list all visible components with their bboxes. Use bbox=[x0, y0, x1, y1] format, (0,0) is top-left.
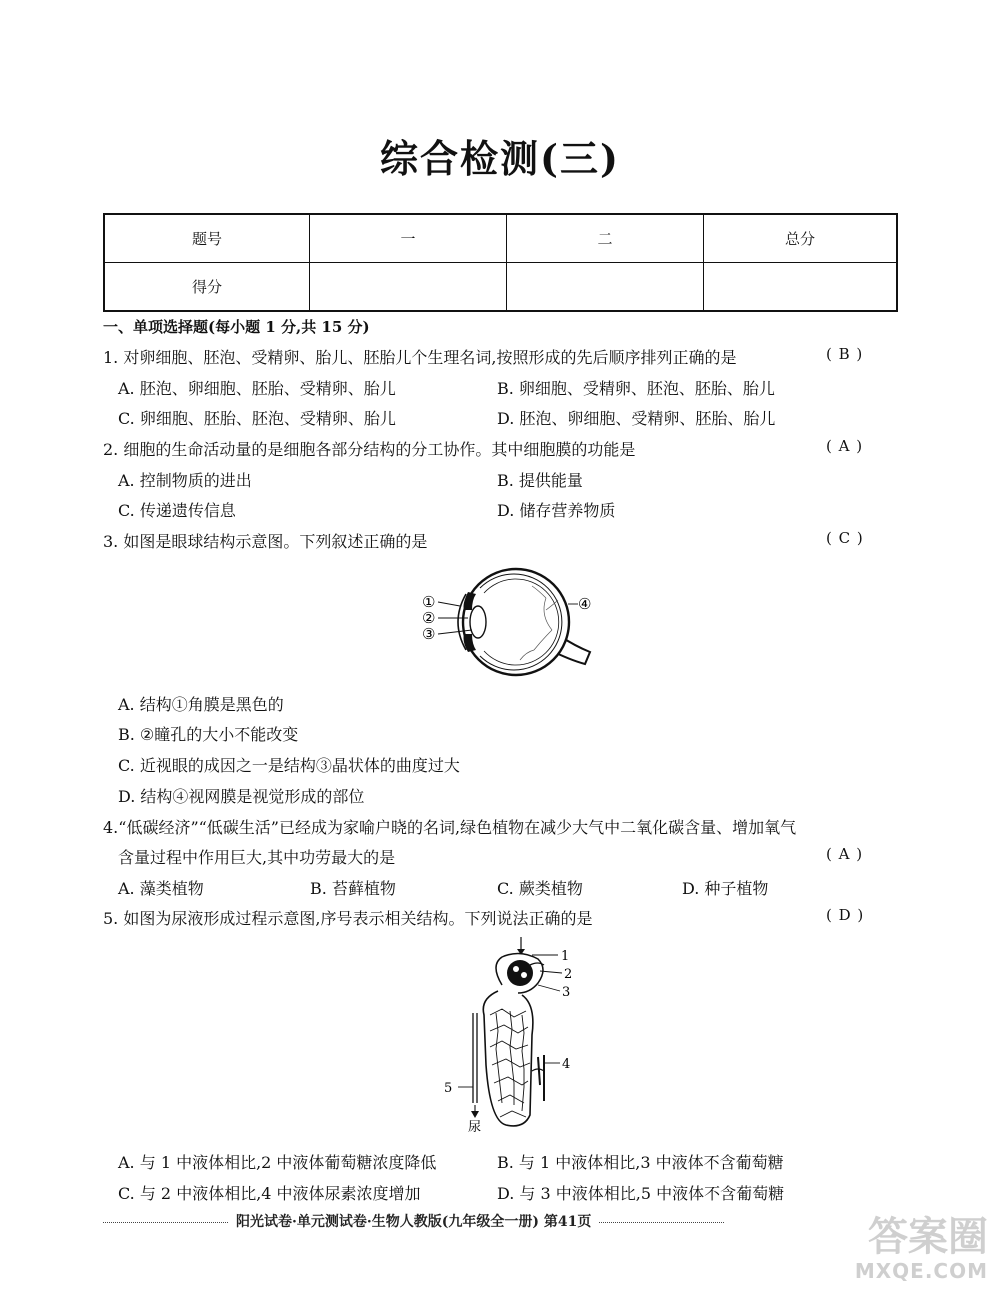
question-3-option-d: D. 结构④视网膜是视觉形成的部位 bbox=[118, 787, 365, 806]
urine-label-2: 2 bbox=[564, 967, 573, 982]
urine-label-1: 1 bbox=[561, 949, 570, 964]
urine-label-5: 5 bbox=[444, 1081, 453, 1096]
question-5-stem: 5. 如图为尿液形成过程示意图,序号表示相关结构。下列说法正确的是 bbox=[103, 909, 593, 928]
question-5-answer: ( D ) bbox=[826, 906, 865, 924]
score-row-label: 得分 bbox=[104, 263, 310, 312]
question-2-option-c: C. 传递遗传信息 bbox=[118, 501, 236, 520]
question-4-option-b: B. 苔藓植物 bbox=[310, 879, 396, 898]
watermark-logo-text: 答案圈 bbox=[868, 1214, 988, 1260]
urine-label: 尿 bbox=[468, 1120, 482, 1135]
urine-label-3: 3 bbox=[562, 985, 571, 1000]
question-1-stem: 1. 对卵细胞、胚泡、受精卵、胎儿、胚胎儿个生理名词,按照形成的先后顺序排列正确的是 bbox=[103, 348, 737, 367]
question-3-answer: ( C ) bbox=[826, 529, 864, 547]
question-2-stem: 2. 细胞的生命活动量的是细胞各部分结构的分工协作。其中细胞膜的功能是 bbox=[103, 440, 636, 459]
score-table bbox=[103, 213, 898, 312]
question-4-stem-line-2: 含量过程中作用巨大,其中功劳最大的是 bbox=[118, 848, 396, 867]
question-1-answer: ( B ) bbox=[826, 345, 864, 363]
footer-text: 阳光试卷·单元测试卷·生物人教版(九年级全一册) 第41页 bbox=[236, 1214, 592, 1230]
urine-label-4: 4 bbox=[562, 1057, 571, 1072]
eye-label-3: ③ bbox=[422, 625, 436, 643]
score-header-cell: 总分 bbox=[704, 214, 898, 263]
question-3-option-b: B. ②瞳孔的大小不能改变 bbox=[118, 725, 299, 744]
question-4-stem-line-1: 4.“低碳经济”“低碳生活”已经成为家喻户晓的名词,绿色植物在减少大气中二氧化碳含量、增加氧气 bbox=[103, 818, 797, 837]
question-4-option-d: D. 种子植物 bbox=[682, 879, 769, 898]
eye-label-2: ② bbox=[422, 609, 436, 627]
question-5-option-c: C. 与 2 中液体相比,4 中液体尿素浓度增加 bbox=[118, 1184, 421, 1203]
question-2-option-d: D. 储存营养物质 bbox=[497, 501, 616, 520]
question-1-option-b: B. 卵细胞、受精卵、胚泡、胚胎、胎儿 bbox=[497, 379, 775, 398]
question-2-answer: ( A ) bbox=[826, 437, 864, 455]
footer-dots-left bbox=[103, 1222, 228, 1223]
question-5-option-a: A. 与 1 中液体相比,2 中液体葡萄糖浓度降低 bbox=[118, 1153, 437, 1172]
question-3-option-c: C. 近视眼的成因之一是结构③晶状体的曲度过大 bbox=[118, 756, 460, 775]
eye-label-4: ④ bbox=[578, 595, 592, 613]
score-input-cell[interactable] bbox=[507, 263, 704, 312]
score-header-cell: 一 bbox=[310, 214, 507, 263]
score-input-cell[interactable] bbox=[704, 263, 898, 312]
question-2-option-b: B. 提供能量 bbox=[497, 471, 583, 490]
question-5-option-b: B. 与 1 中液体相比,3 中液体不含葡萄糖 bbox=[497, 1153, 784, 1172]
urine-formation-diagram bbox=[440, 935, 580, 1135]
score-header-cell: 题号 bbox=[104, 214, 310, 263]
page-title: 综合检测(三) bbox=[380, 136, 620, 181]
section-heading: 一、单项选择题(每小题 1 分,共 15 分) bbox=[103, 318, 370, 336]
footer-dots-right bbox=[599, 1222, 724, 1223]
score-header-cell: 二 bbox=[507, 214, 704, 263]
question-4-option-a: A. 藻类植物 bbox=[118, 879, 204, 898]
eyeball-diagram bbox=[420, 560, 605, 685]
question-3-stem: 3. 如图是眼球结构示意图。下列叙述正确的是 bbox=[103, 532, 428, 551]
question-4-option-c: C. 蕨类植物 bbox=[497, 879, 583, 898]
question-4-answer: ( A ) bbox=[826, 845, 864, 863]
question-1-option-d: D. 胚泡、卵细胞、受精卵、胚胎、胎儿 bbox=[497, 409, 776, 428]
page-footer bbox=[103, 1211, 898, 1231]
question-3-option-a: A. 结构①角膜是黑色的 bbox=[118, 695, 284, 714]
eye-label-1: ① bbox=[422, 593, 436, 611]
watermark-url: MXQE.COM bbox=[854, 1259, 988, 1283]
question-5-option-d: D. 与 3 中液体相比,5 中液体不含葡萄糖 bbox=[497, 1184, 785, 1203]
question-1-option-c: C. 卵细胞、胚胎、胚泡、受精卵、胎儿 bbox=[118, 409, 396, 428]
score-input-cell[interactable] bbox=[310, 263, 507, 312]
question-1-option-a: A. 胚泡、卵细胞、胚胎、受精卵、胎儿 bbox=[118, 379, 396, 398]
watermark bbox=[855, 1215, 988, 1283]
question-2-option-a: A. 控制物质的进出 bbox=[118, 471, 252, 490]
